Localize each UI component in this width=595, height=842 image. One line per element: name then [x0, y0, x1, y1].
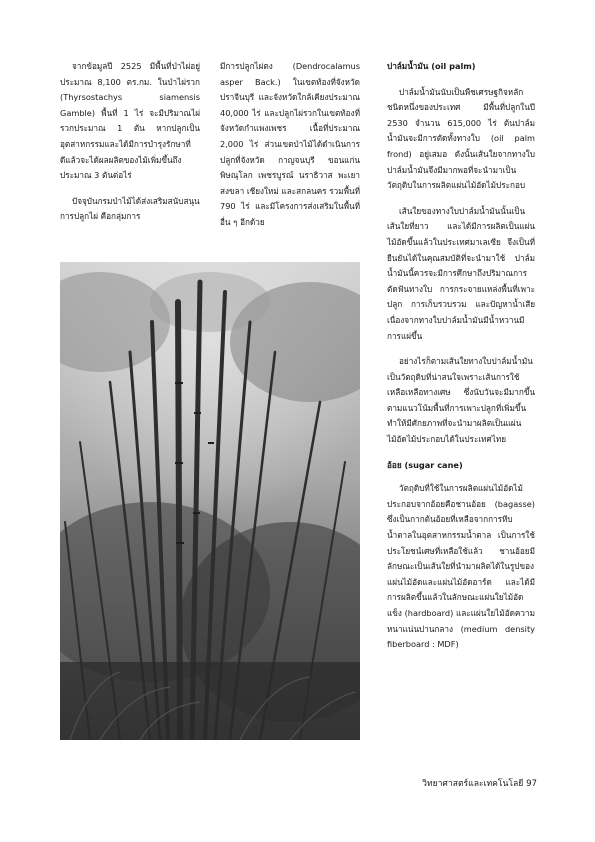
bamboo-photo-drawing — [60, 262, 360, 740]
page-footer: วิทยาศาสตร์และเทคโนโลยี 97 — [422, 779, 537, 789]
left-paragraph: ปัจจุบันกรมป่าไม้ได้ส่งเสริมสนับสนุนการปลูกไผ่ คือกลุ่มการ — [60, 195, 200, 222]
middle-paragraph: มีการปลูกไผ่ตง (Dendrocalamus asper Back.) ในเขตท้องที่จังหวัดปราจีนบุรี และจังหวัดใกล้เคียงประมาณ 40,000 ไร่ และปลูกไผ่รวกในเขตท้องที่จังหวัดกำแพงเพชร เนื้อที่ประมาณ 2,000 ไร่ ส่วนเขตป่าไม้ได้ดำเนินการปลูกที่จังหวัด กาญจนบุรี ขอนแก่น พิษณุโลก เพชรบูรณ์ นราธิวาส พะเยา สงขลา เชียงใหม่ และสกลนคร รวมพื้นที่ 790 ไร่ และมีโครงการส่งเสริมในพื้นที่อื่น ๆ อีกด้วย — [220, 61, 360, 227]
right-column — [387, 59, 535, 663]
left-column — [60, 59, 200, 235]
right-paragraph: วัตถุดิบที่ใช้ในการผลิตแผ่นไม้อัดไม้ประกอบจากอ้อยคือชานอ้อย (bagasse) ซึ่งเป็นกากต้นอ้อยที่เหลือจากการหีบน้ำตาลในอุตสาหกรรมน้ำตาล เป็นการใช้ประโยชน์เศษที่เหลือใช้แล้ว ชานอ้อยมีลักษณะเป็นเส้นใยที่นำมาผลิตได้ในรูปของแผ่นไม้อัดและแผ่นไม้อัดอาร์ด และได้มีการผลิตขึ้นแล้วในลักษณะแผ่นใยไม้อัดแข็ง (hardboard) และแผ่นใยไม้อัดความหนาแน่นปานกลาง (medium density fiberboard : MDF) — [387, 483, 535, 650]
right-paragraph: เส้นใยของทางใบปาล์มน้ำมันนั้นเป็นเส้นใยที่ยาว และได้มีการผลิตเป็นแผ่นไม้อัดขึ้นแล้วในประเทศมาเลเซีย จึงเป็นที่ยืนยันได้ในคุณสมบัติที่จะนำมาใช้ ปาล์มน้ำมันนี้ควรจะมีการศึกษาถึงปริมาณการตัดฟันทางใบ การกระจายแหล่งพื้นที่เพาะปลูก การเก็บรวบรวม และปัญหาน้ำเสียเนื่องจากทางใบปาล์มน้ำมันมีน้ำหวานมีการแผ่ขึ้น — [387, 205, 535, 341]
right-paragraph: อย่างไรก็ตามเส้นใยทางใบปาล์มน้ำมันเป็นวัตถุดิบที่น่าสนใจเพราะเส้นการใช้เหลือเหลือทางเศษ ซึ่งนับวันจะมีมากขึ้นตามแนวโน้มพื้นที่การเพาะปลูกที่เพิ่มขึ้น ทำให้มีศักยภาพที่จะนำมาผลิตเป็นแผ่นไม้อัดไม้ประกอบได้ในประเทศไทย — [387, 356, 535, 445]
left-paragraph: จากข้อมูลปี 2525 มีพื้นที่ป่าไผ่อยู่ประมาณ 8,100 ตร.กม. ในป่าไผ่รวก (Thyrsostachys siamensis Gamble) พื้นที่ 1 ไร่ จะมีปริมาณไผ่รวกประมาณ 1 ตัน หากปลูกเป็นอุตสาหกรรมและได้มีการบำรุงรักษาที่ดีแล้วจะได้ผลผลิตของไม้เพิ่มขึ้นถึงประมาณ 3 ตันต่อไร่ — [60, 61, 200, 181]
right-paragraph: ปาล์มน้ำมันนับเป็นพืชเศรษฐกิจหลักชนิดหนึ่งของประเทศ มีพื้นที่ปลูกในปี 2530 จำนวน 615,000 ไร่ ต้นปาล์มน้ำมันจะมีการตัดทั้งทางใบ (oil palm frond) อยู่เสมอ ดังนั้นเส้นใยจากทางใบปาล์มน้ำมันจึงมีมากพอที่จะนำมาเป็นวัตถุดิบในการผลิตแผ่นไม้อัดไม้ประกอบ — [387, 86, 535, 191]
section-heading-oil-palm: ปาล์มน้ำมัน (oil palm) — [387, 61, 476, 71]
bamboo-forest-photo — [60, 262, 360, 740]
middle-column — [220, 59, 360, 241]
section-heading-sugar-cane: อ้อย (sugar cane) — [387, 459, 463, 470]
